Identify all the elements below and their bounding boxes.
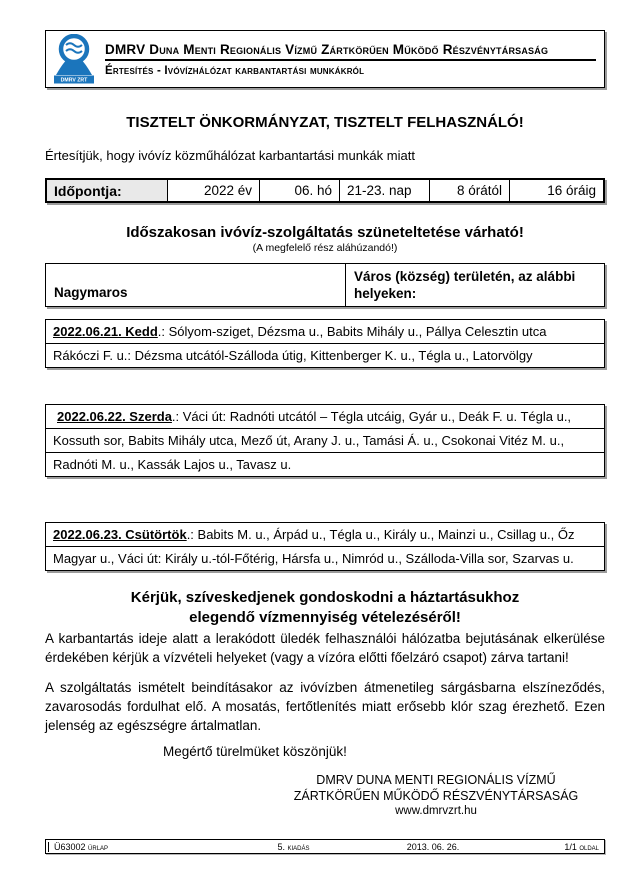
- day-block-thursday: [45, 522, 605, 571]
- company-name: DMRV Duna Menti Regionális Vízmű Zártkörűen Működő Részvénytársaság: [105, 42, 596, 61]
- signature-line1: DMRV DUNA MENTI REGIONÁLIS VÍZMŰ: [316, 773, 556, 787]
- schedule-to-cell: 16 óráig: [509, 180, 603, 201]
- request-heading-line2: elegendő vízmennyiség vételezéséről!: [189, 609, 461, 626]
- maintenance-paragraph: A karbantartás ideje alatt a lerakódott üledék felhasználói hálózatba bejutásának elkerülése érdekében kérjük a vízvételi helyeket (vagy a vízóra előtti főelzáró csapot) zárva tartani!: [45, 631, 605, 665]
- logo-caption: DMRV ZRT: [60, 77, 88, 84]
- day-block-row: Rákóczi F. u.: Dézsma utcától-Szálloda útig, Kittenberger K. u., Tégla u., Latorvölgy: [46, 343, 604, 367]
- day-date: 2022.06.23. Csütörtök: [53, 527, 187, 542]
- day-block-row: [46, 405, 604, 428]
- page-title: TISZTELT ÖNKORMÁNYZAT, TISZTELT FELHASZNÁLÓ!: [126, 114, 524, 131]
- schedule-days-cell: 21-23. nap: [339, 180, 429, 201]
- document-footer: [45, 839, 605, 854]
- thanks-line: Megértő türelmüket köszönjük!: [163, 744, 347, 759]
- footer-edition: 5. kiadás: [277, 841, 310, 852]
- footer-form-id: Ü63002 űrlap: [48, 842, 227, 852]
- day-block-row: [46, 320, 604, 343]
- schedule-month-cell: 06. hó: [259, 180, 339, 201]
- day-date: 2022.06.22. Szerda: [57, 409, 172, 424]
- day-date: 2022.06.21. Kedd: [53, 324, 158, 339]
- website-text: www.dmrvzrt.hu: [395, 805, 477, 817]
- day-block-row: Kossuth sor, Babits Mihály utca, Mező út, Arany J. u., Tamási Á. u., Csokonai Vitéz M. u.,: [46, 428, 604, 452]
- notice-note: (A megfelelő rész aláhúzandó!): [252, 242, 398, 254]
- signature-block: [281, 773, 591, 820]
- request-heading-line1: Kérjük, szíveskedjenek gondoskodni a háztartásukhoz: [130, 589, 520, 606]
- day-block-wednesday: [45, 404, 605, 477]
- water-quality-paragraph: A szolgáltatás ismételt beindításakor az ivóvízben átmenetileg sárgásbarna elszíneződés, zavarosodás fordulhat elő. A mosatás, fertőtlenítés miatt erősebb klór szag érezhető. Ezen jelenség az egészségre ártalmatlan.: [45, 680, 605, 733]
- schedule-from-cell: 8 órától: [429, 180, 509, 201]
- location-area-cell: Város (község) területén, az alábbi helyeken:: [354, 269, 576, 301]
- day-streets: .: Váci út: Radnóti utcától – Tégla utcáig, Gyár u., Deák F. u. Tégla u.,: [171, 409, 572, 424]
- day-block-row: Magyar u., Váci út: Király u.-tól-Főtérig, Hársfa u., Nimród u., Szálloda-Villa sor, Szarvas u.: [46, 546, 604, 570]
- location-city-cell: Nagymaros: [46, 264, 346, 306]
- day-streets: .: Sólyom-sziget, Dézsma u., Babits Mihály u., Pállya Celesztin utca: [157, 324, 547, 339]
- intro-line: Értesítjük, hogy ivóvíz közműhálózat karbantartási munkák miatt: [45, 148, 415, 163]
- request-heading: [45, 588, 605, 628]
- header-text: [105, 34, 596, 84]
- day-streets: .: Babits M. u., Árpád u., Tégla u., Király u., Mainzi u., Csillag u., Őz: [186, 527, 575, 542]
- document-type-label: Értesítés - Ivóvízhálózat karbantartási munkákról: [105, 64, 365, 77]
- footer-date: 2013. 06. 26.: [406, 841, 460, 852]
- day-block-tuesday: [45, 319, 605, 368]
- day-block-row: [46, 523, 604, 546]
- notice-title: Időszakosan ivóvíz-szolgáltatás szüneteltetése várható!: [126, 224, 524, 241]
- footer-page-number: 1/1 oldal: [564, 841, 599, 852]
- signature-line2: ZÁRTKÖRŰEN MŰKÖDŐ RÉSZVÉNYTÁRSASÁG: [293, 788, 579, 803]
- document-header: [45, 30, 605, 88]
- dmrv-logo-icon: [52, 34, 96, 84]
- schedule-year-cell: 2022 év: [167, 180, 259, 201]
- schedule-table: [45, 178, 605, 203]
- day-block-row: Radnóti M. u., Kassák Lajos u., Tavasz u.: [46, 452, 604, 476]
- location-table: [45, 263, 605, 307]
- schedule-label-cell: Időpontja:: [47, 180, 167, 201]
